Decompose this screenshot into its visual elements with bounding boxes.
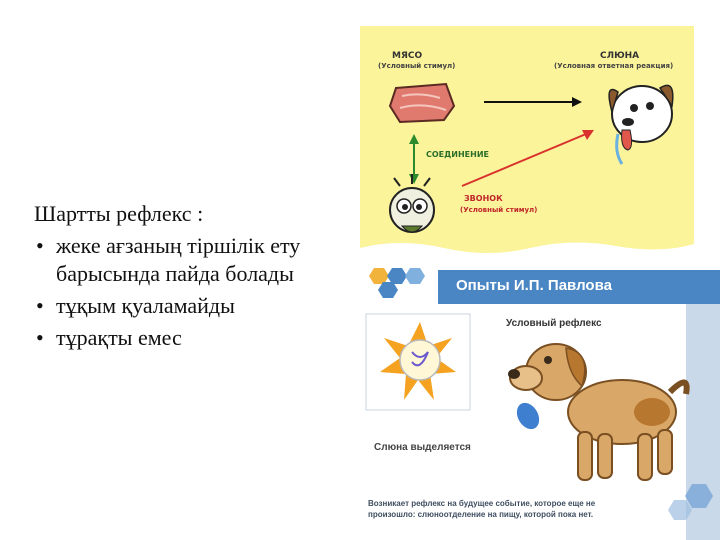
footer-line: Возникает рефлекс на будущее событие, которое еще не: [368, 499, 596, 508]
bullet-item: • жеке ағзаның тіршілік ету барысында пайда болады: [34, 232, 346, 288]
saliva-label: СЛЮНА: [600, 51, 640, 61]
conditioning-diagram-image: [360, 26, 694, 258]
footer-text: [368, 498, 668, 520]
bell-icon: [390, 174, 434, 232]
meat-sublabel: (Условный стимул): [378, 62, 456, 70]
experiment-title: Опыты И.П. Павлова: [456, 277, 612, 294]
meat-label: МЯСО: [392, 51, 423, 61]
saliva-drop-icon: [512, 399, 543, 433]
saliva-caption: Слюна выделяется: [374, 442, 471, 453]
dog-head-icon: [609, 85, 673, 164]
bullet-item: • тұрақты емес: [34, 324, 346, 352]
pavlov-experiment-image: [360, 262, 720, 540]
meat-icon: [390, 84, 454, 122]
bullet-item: • тұқым қуаламайды: [34, 292, 346, 320]
footer-line: произошло: слюноотделение на пищу, которой пока нет.: [368, 510, 594, 519]
saliva-sublabel: (Условная ответная реакция): [554, 62, 674, 70]
bell-sublabel: (Условный стимул): [460, 206, 538, 214]
connection-arrow-icon: [409, 134, 419, 184]
slide-heading: Шартты рефлекс :: [34, 201, 204, 226]
light-bulb-icon: [380, 322, 456, 400]
arrow-bell-to-saliva-icon: [462, 130, 594, 186]
text-block: [34, 198, 346, 356]
bell-label: ЗВОНОК: [464, 194, 503, 203]
connection-label: СОЕДИНЕНИЕ: [426, 150, 489, 159]
reflex-caption: Условный рефлекс: [506, 318, 602, 329]
arrow-meat-to-saliva-icon: [484, 97, 582, 107]
wavy-edge: [360, 242, 694, 258]
diagram-graphics: [360, 26, 694, 258]
bullet-list: [34, 232, 346, 352]
